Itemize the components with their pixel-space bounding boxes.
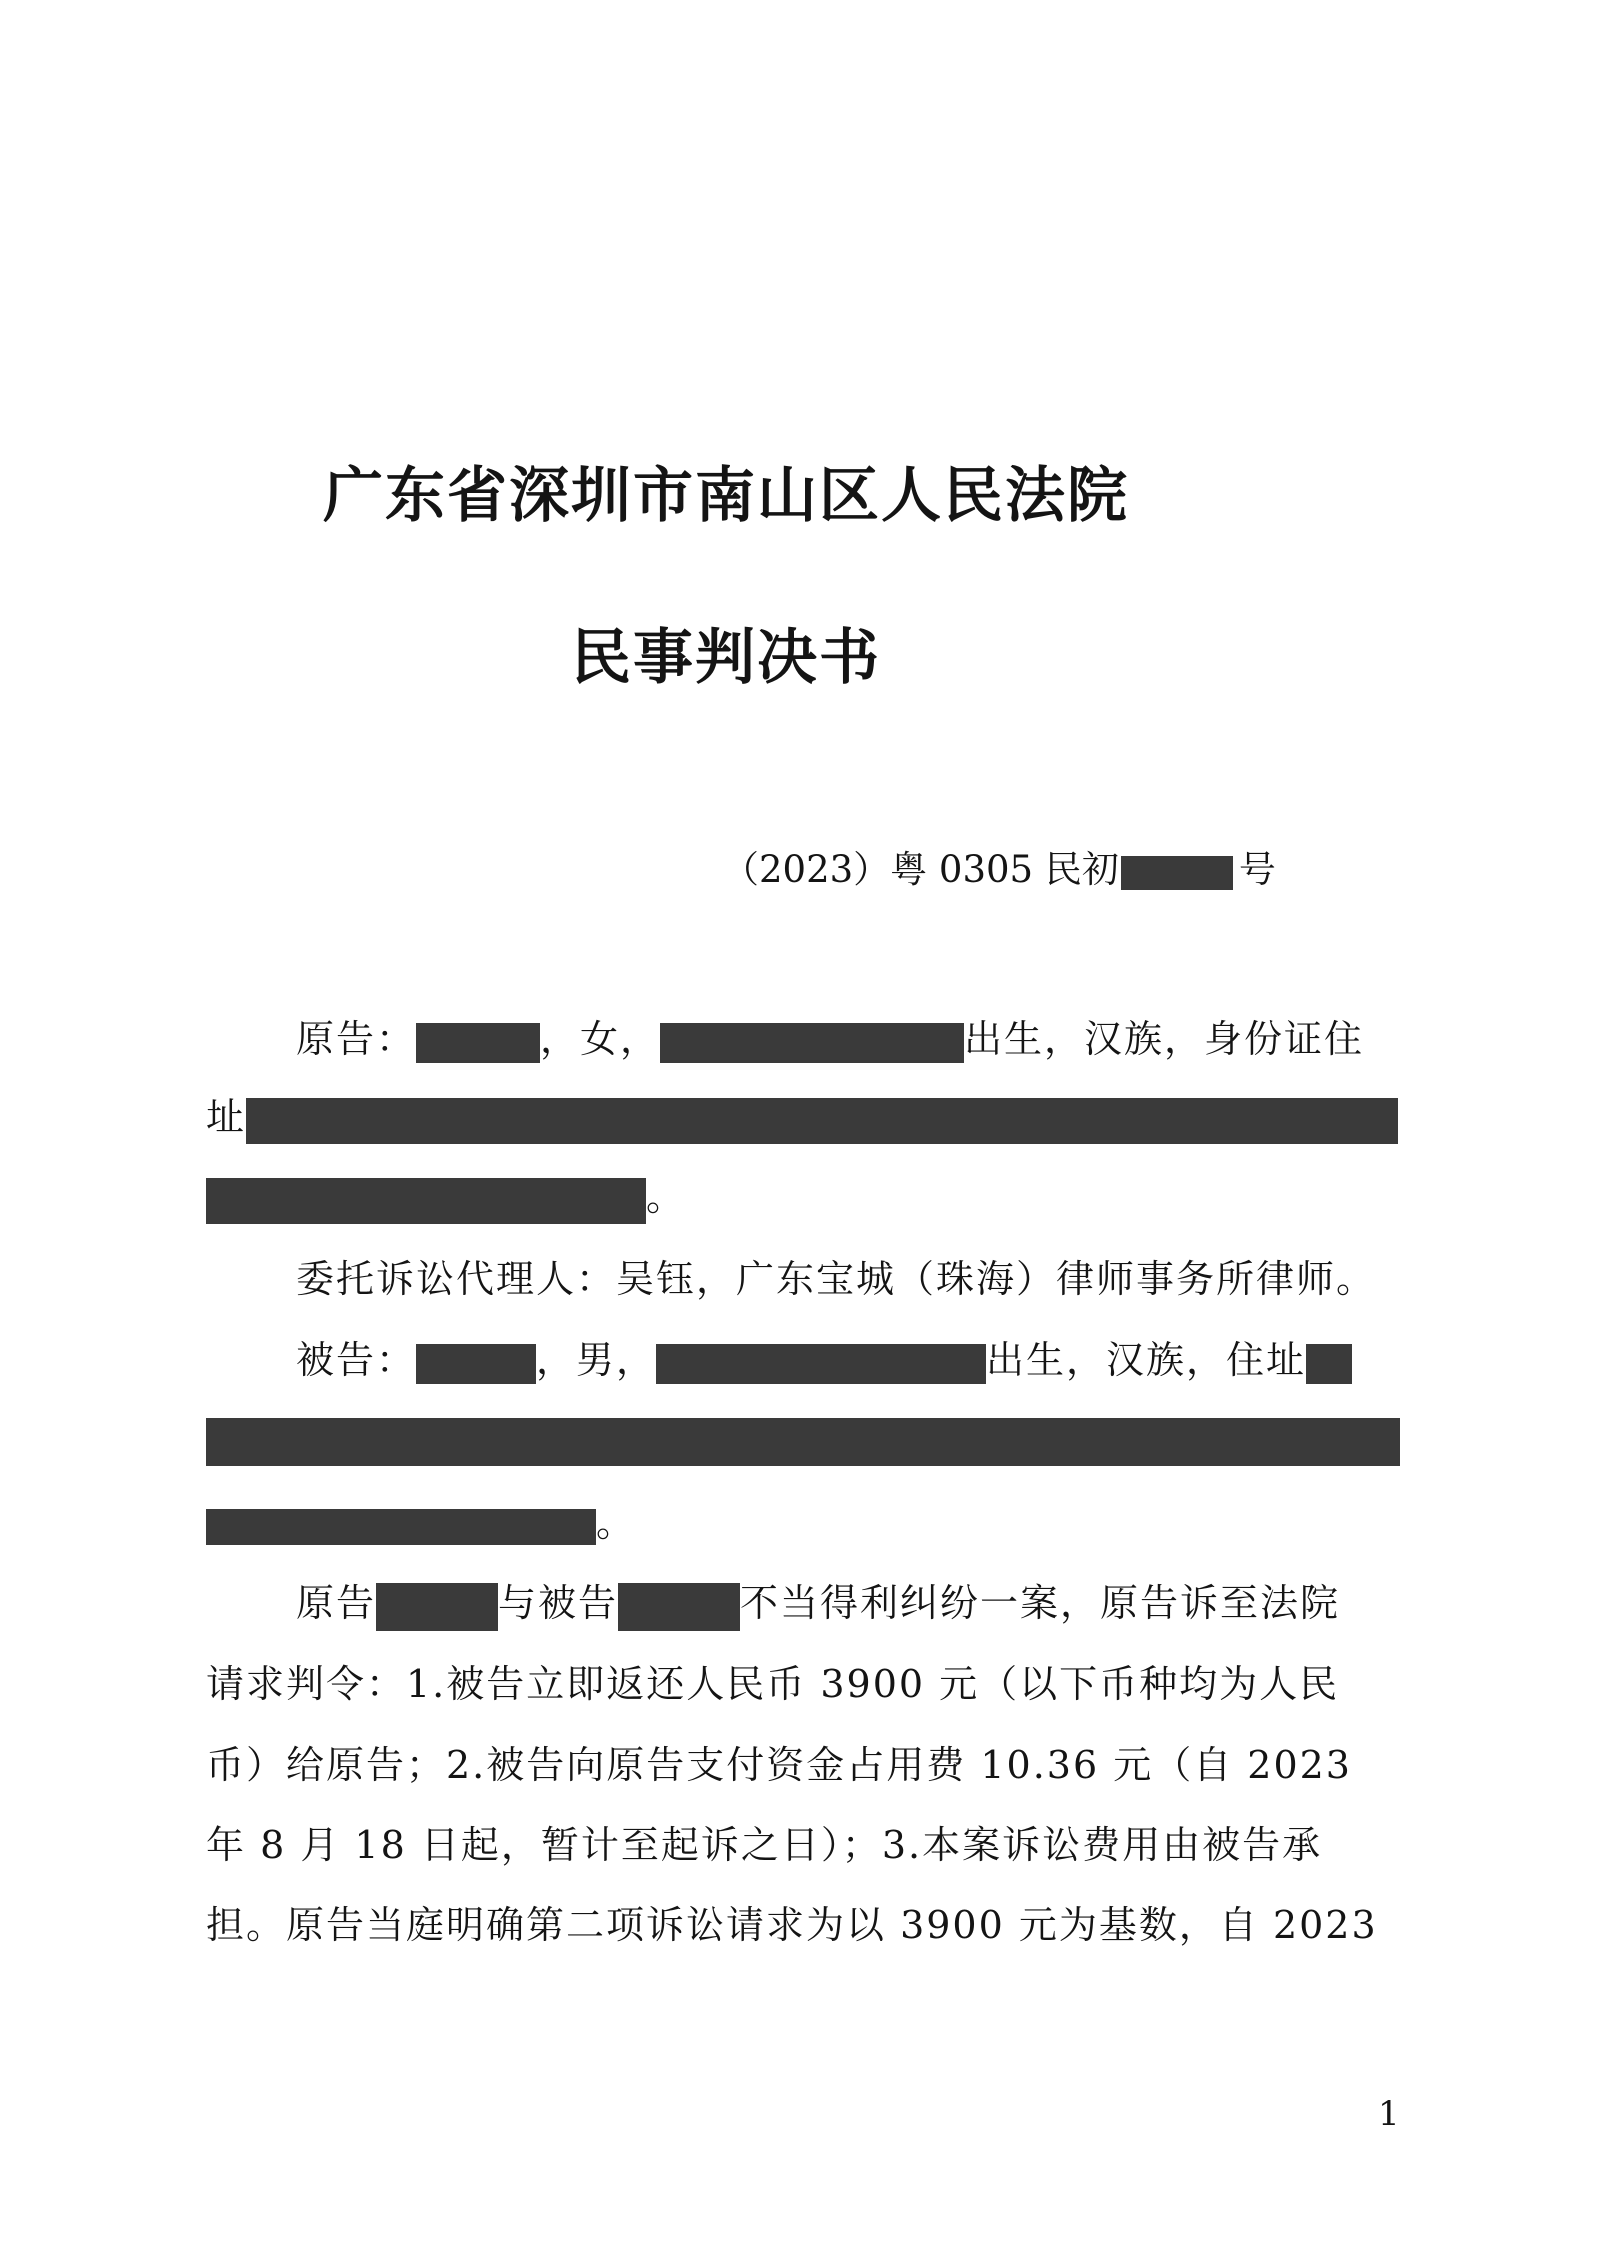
- plaintiff-address-label: 址: [206, 1095, 247, 1139]
- case-number-prefix: （2023）粤 0305 民初: [722, 848, 1119, 891]
- court-name: 广东省深圳市南山区人民法院: [323, 461, 1129, 531]
- redaction-block: [660, 1023, 964, 1063]
- redaction-block: [1121, 856, 1233, 890]
- body-line-3: 币）给原告；2.被告向原告支付资金占用费 10.36 元（自 2023: [206, 1743, 1352, 1787]
- redaction-block: [618, 1583, 740, 1631]
- redaction-block: [416, 1344, 536, 1384]
- defendant-address-line: [206, 1411, 1400, 1465]
- plaintiff-address-line: [206, 1090, 1400, 1144]
- redaction-block: [206, 1509, 596, 1545]
- body-line-4: 年 8 月 18 日起，暂计至起诉之日）；3.本案诉讼费用由被告承: [206, 1823, 1323, 1867]
- page-number: 1: [1378, 2094, 1400, 2134]
- plaintiff-label: 原告：: [296, 1017, 417, 1061]
- redaction-block: [206, 1418, 1400, 1466]
- body-case-text: 不当得利纠纷一案，原告诉至法院: [740, 1581, 1341, 1625]
- case-number-suffix: 号: [1238, 848, 1276, 891]
- case-number: [722, 845, 1276, 895]
- body-line-5: 担。原告当庭明确第二项诉讼请求为以 3900 元为基数，自 2023: [206, 1903, 1378, 1947]
- period: 。: [646, 1175, 687, 1219]
- plaintiff-address-end: [206, 1170, 1400, 1224]
- body-line-1: [206, 1576, 1400, 1630]
- redaction-block: [416, 1023, 540, 1063]
- defendant-label: 被告：: [296, 1338, 417, 1382]
- period: 。: [596, 1501, 637, 1545]
- document-type: 民事判决书: [571, 623, 881, 693]
- redaction-block: [656, 1344, 986, 1384]
- defendant-details: 出生，汉族，住址: [986, 1338, 1307, 1382]
- plaintiff-details: 出生，汉族，身份证住: [964, 1017, 1365, 1061]
- body-line-2: 请求判令：1.被告立即返还人民币 3900 元（以下币种均为人民: [206, 1662, 1340, 1706]
- agent-line: 委托诉讼代理人：吴钰，广东宝城（珠海）律师事务所律师。: [296, 1257, 1377, 1301]
- body-defendant-label: 与被告: [498, 1581, 619, 1625]
- redaction-block: [1306, 1344, 1352, 1384]
- defendant-address-end: [206, 1496, 1400, 1550]
- redaction-block: [206, 1178, 646, 1224]
- body-plaintiff-label: 原告: [296, 1581, 377, 1625]
- plaintiff-line: [206, 1012, 1400, 1066]
- defendant-sex: ，男，: [536, 1338, 657, 1382]
- redaction-block: [376, 1583, 498, 1631]
- defendant-line: [206, 1333, 1400, 1387]
- plaintiff-sex: ，女，: [540, 1017, 661, 1061]
- redaction-block: [246, 1098, 1398, 1144]
